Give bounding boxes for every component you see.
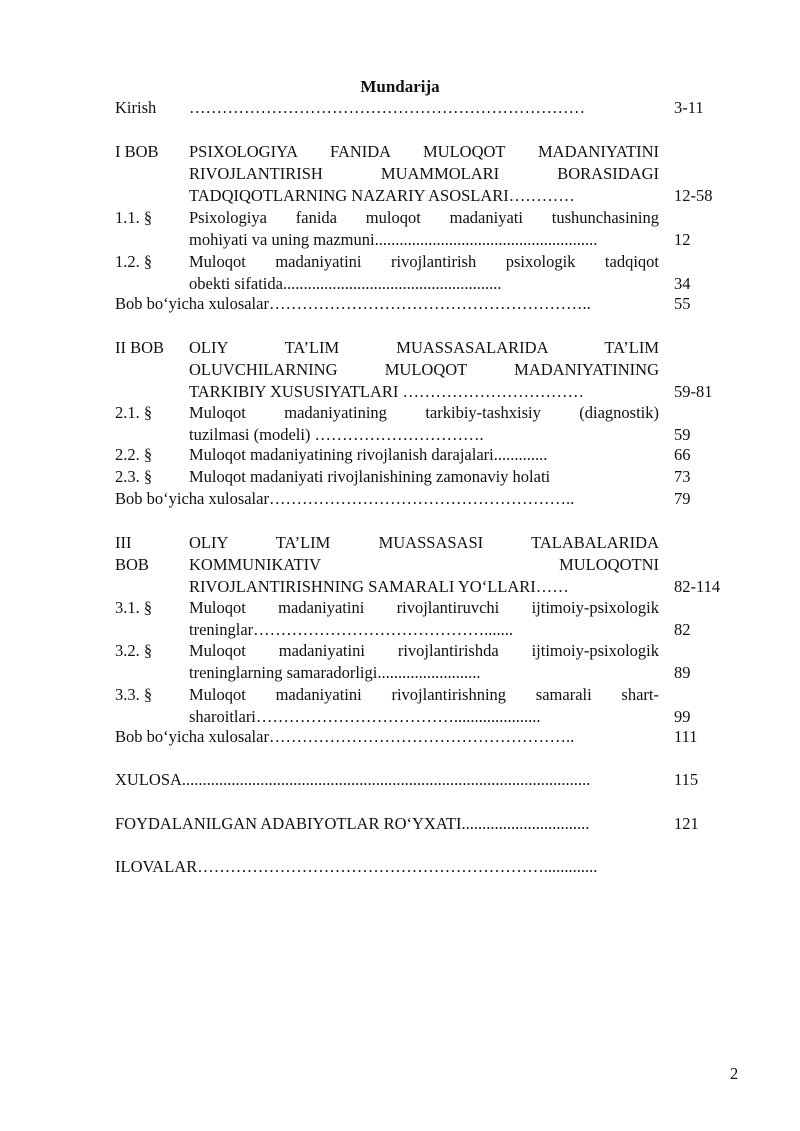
chapter-title-line: OLUVCHILARNING MULOQOT MADANIYATINING <box>189 360 659 379</box>
chapter-title-line: TARKIBIY XUSUSIYATLARI …………………………… <box>189 382 584 401</box>
entry-dots: ……………………………………………………………… <box>189 98 585 117</box>
chapter-number: I BOB <box>115 142 159 161</box>
entry-label: FOYDALANILGAN ADABIYOTLAR RO‘YXATI............................... <box>115 814 590 833</box>
section-number: 2.1. § <box>115 403 153 422</box>
summary-page: 111 <box>674 727 698 746</box>
section-page: 34 <box>674 274 691 293</box>
section-page: 66 <box>674 445 691 464</box>
section-title-line: tuzilmasi (modeli) …………………………. <box>189 425 484 444</box>
chapter-title-line: PSIXOLOGIYA FANIDA MULOQOT MADANIYATINI <box>189 142 659 161</box>
entry-label: XULOSA................................................................................................... <box>115 770 591 789</box>
section-title-line: Muloqot madaniyatini rivojlantirishda ijtimoiy-psixologik <box>189 641 659 660</box>
section-title-line: treninglar……………………………………....... <box>189 620 514 639</box>
summary-page: 79 <box>674 489 691 508</box>
entry-label: Kirish <box>115 98 157 117</box>
section-title-line: Muloqot madaniyatini rivojlantiruvchi ijtimoiy-psixologik <box>189 598 659 617</box>
section-page: 73 <box>674 467 691 486</box>
chapter-number: II BOB <box>115 338 165 357</box>
chapter-title-line: KOMMUNIKATIV MULOQOTNI <box>189 555 659 574</box>
section-page: 99 <box>674 707 691 726</box>
section-title-line: mohiyati va uning mazmuni...................................................... <box>189 230 598 249</box>
section-number: 1.2. § <box>115 252 153 271</box>
section-title-line: Muloqot madaniyatining tarkibiy-tashxisiy (diagnostik) <box>189 403 659 422</box>
chapter-title-line: OLIY TA’LIM MUASSASASI TALABALARIDA <box>189 533 659 552</box>
page-number: 2 <box>730 1064 739 1083</box>
section-title-line: Muloqot madaniyatini rivojlantirishning samarali shart- <box>189 685 659 704</box>
section-page: 82 <box>674 620 691 639</box>
chapter-title-line: OLIY TA’LIM MUASSASALARIDA TA’LIM <box>189 338 659 357</box>
section-number: 3.2. § <box>115 641 153 660</box>
chapter-title-line: RIVOJLANTIRISH MUAMMOLARI BORASIDAGI <box>189 164 659 183</box>
section-title-line: Muloqot madaniyati rivojlanishining zamonaviy holati <box>189 467 551 486</box>
summary-page: 55 <box>674 294 691 313</box>
section-title-line: obekti sifatida..................................................... <box>189 274 502 293</box>
chapter-page: 82-114 <box>674 577 721 596</box>
section-title-line: Muloqot madaniyatining rivojlanish darajalari............. <box>189 445 548 464</box>
section-number: 2.3. § <box>115 467 153 486</box>
section-page: 89 <box>674 663 691 682</box>
chapter-page: 12-58 <box>674 186 713 205</box>
chapter-number-line: BOB <box>115 555 149 574</box>
chapter-number-line: III <box>115 533 132 552</box>
entry-page: 115 <box>674 770 699 789</box>
section-title-line: treninglarning samaradorligi......................... <box>189 663 481 682</box>
entry-page: 121 <box>674 814 699 833</box>
section-number: 3.3. § <box>115 685 153 704</box>
section-number: 1.1. § <box>115 208 153 227</box>
section-page: 59 <box>674 425 691 444</box>
section-title-line: sharoitlari………………………………..................... <box>189 707 541 726</box>
chapter-page: 59-81 <box>674 382 713 401</box>
summary-label: Bob bo‘yicha xulosalar……………………………………………….. <box>115 489 575 508</box>
summary-label: Bob bo‘yicha xulosalar………………………………………………….. <box>115 294 591 313</box>
section-number: 2.2. § <box>115 445 153 464</box>
section-page: 12 <box>674 230 691 249</box>
section-title-line: Muloqot madaniyatini rivojlantirish psixologik tadqiqot <box>189 252 659 271</box>
chapter-title-line: TADQIQOTLARNING NAZARIY ASOSLARI………… <box>189 186 575 205</box>
toc-title: Mundarija <box>360 77 440 96</box>
section-title-line: Psixologiya fanida muloqot madaniyati tushunchasining <box>189 208 659 227</box>
section-number: 3.1. § <box>115 598 153 617</box>
entry-label: ILOVALAR………………………………………………………............. <box>115 857 598 876</box>
entry-page: 3-11 <box>674 98 704 117</box>
summary-label: Bob bo‘yicha xulosalar……………………………………………….. <box>115 727 575 746</box>
chapter-title-line: RIVOJLANTIRISHNING SAMARALI YO‘LLARI…… <box>189 577 569 596</box>
